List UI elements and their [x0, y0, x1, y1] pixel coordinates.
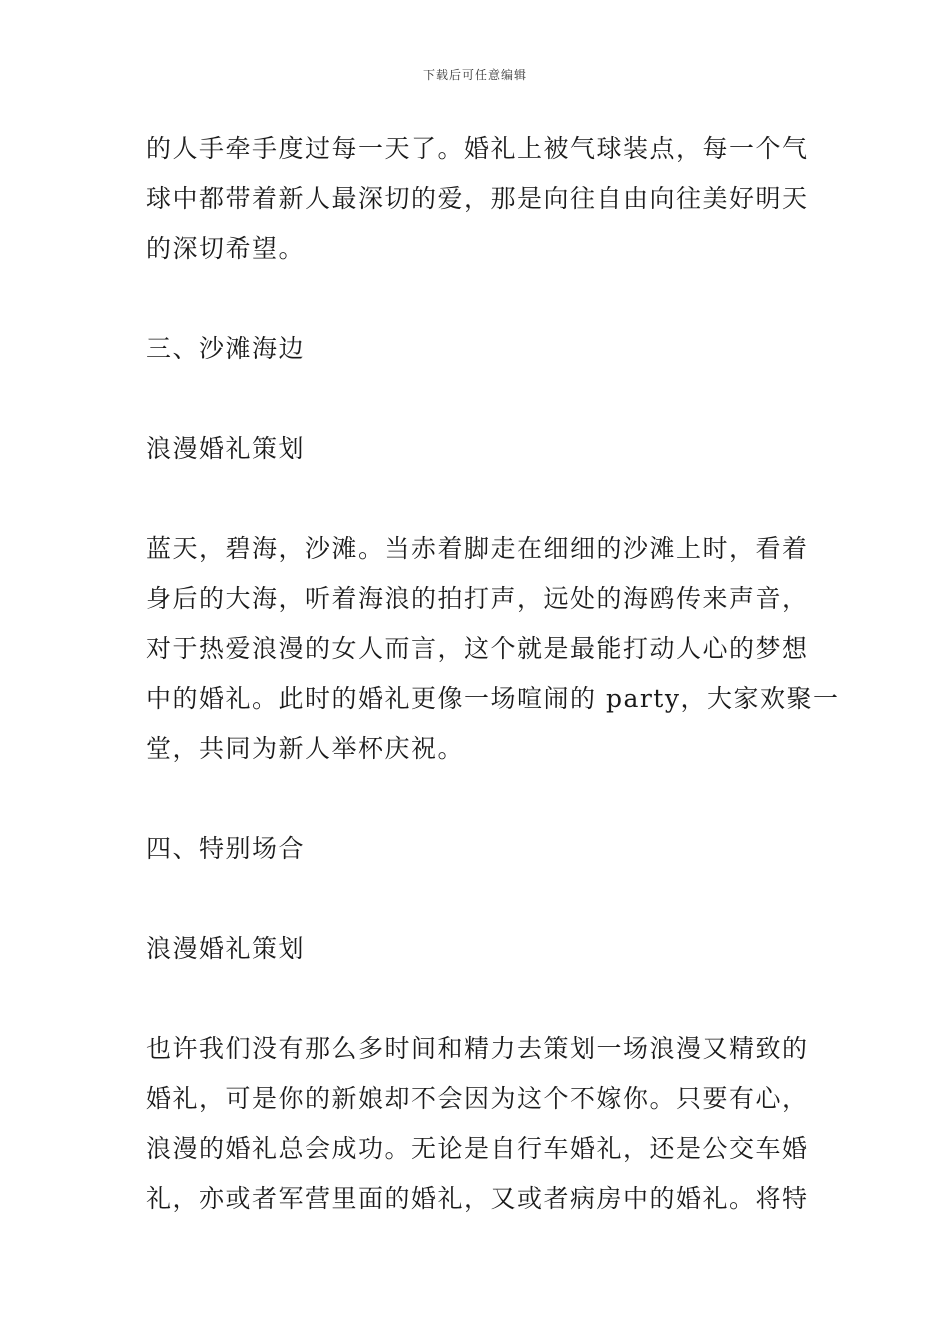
- paragraph-balloon-continuation: [146, 124, 810, 274]
- section-heading-special-occasion: [146, 824, 810, 874]
- paragraph-gap: [146, 474, 810, 524]
- page-header: 下载后可任意编辑: [422, 68, 527, 82]
- heading-line: 四、特别场合: [146, 834, 306, 863]
- text-line: 礼，亦或者军营里面的婚礼，又或者病房中的婚礼。将特: [146, 1184, 809, 1213]
- document-body: [146, 124, 840, 1224]
- paragraph-gap: [146, 374, 810, 424]
- paragraph-gap: [146, 774, 810, 824]
- paragraph-gap: [146, 874, 810, 924]
- section-heading-beach: [146, 324, 810, 374]
- text-line: 也许我们没有那么多时间和精力去策划一场浪漫又精致的: [146, 1034, 809, 1063]
- text-line: 堂，共同为新人举杯庆祝。: [146, 734, 465, 763]
- text-line: 的深切希望。: [146, 234, 306, 263]
- text-line: 身后的大海，听着海浪的拍打声，远处的海鸥传来声音，: [146, 584, 809, 613]
- heading-line: 三、沙滩海边: [146, 334, 306, 363]
- subheading-line: 浪漫婚礼策划: [146, 934, 306, 963]
- paragraph-gap: [146, 274, 810, 324]
- text-line: 的人手牵手度过每一天了。婚礼上被气球装点，每一个气: [146, 134, 809, 163]
- text-line: 中的婚礼。此时的婚礼更像一场喧闹的 party，大家欢聚一: [146, 684, 840, 713]
- text-line: 蓝天，碧海，沙滩。当赤着脚走在细细的沙滩上时，看着: [146, 534, 809, 563]
- text-line: 球中都带着新人最深切的爱，那是向往自由向往美好明天: [146, 184, 809, 213]
- subheading-romantic-wedding-plan: [146, 424, 810, 474]
- text-line: 浪漫的婚礼总会成功。无论是自行车婚礼，还是公交车婚: [146, 1134, 809, 1163]
- text-line: 对于热爱浪漫的女人而言，这个就是最能打动人心的梦想: [146, 634, 809, 663]
- text-line: 婚礼，可是你的新娘却不会因为这个不嫁你。只要有心，: [146, 1084, 809, 1113]
- paragraph-special-occasion: [146, 1024, 810, 1224]
- subheading-line: 浪漫婚礼策划: [146, 434, 306, 463]
- paragraph-beach: [146, 524, 840, 774]
- subheading-romantic-wedding-plan: [146, 924, 810, 974]
- paragraph-gap: [146, 974, 810, 1024]
